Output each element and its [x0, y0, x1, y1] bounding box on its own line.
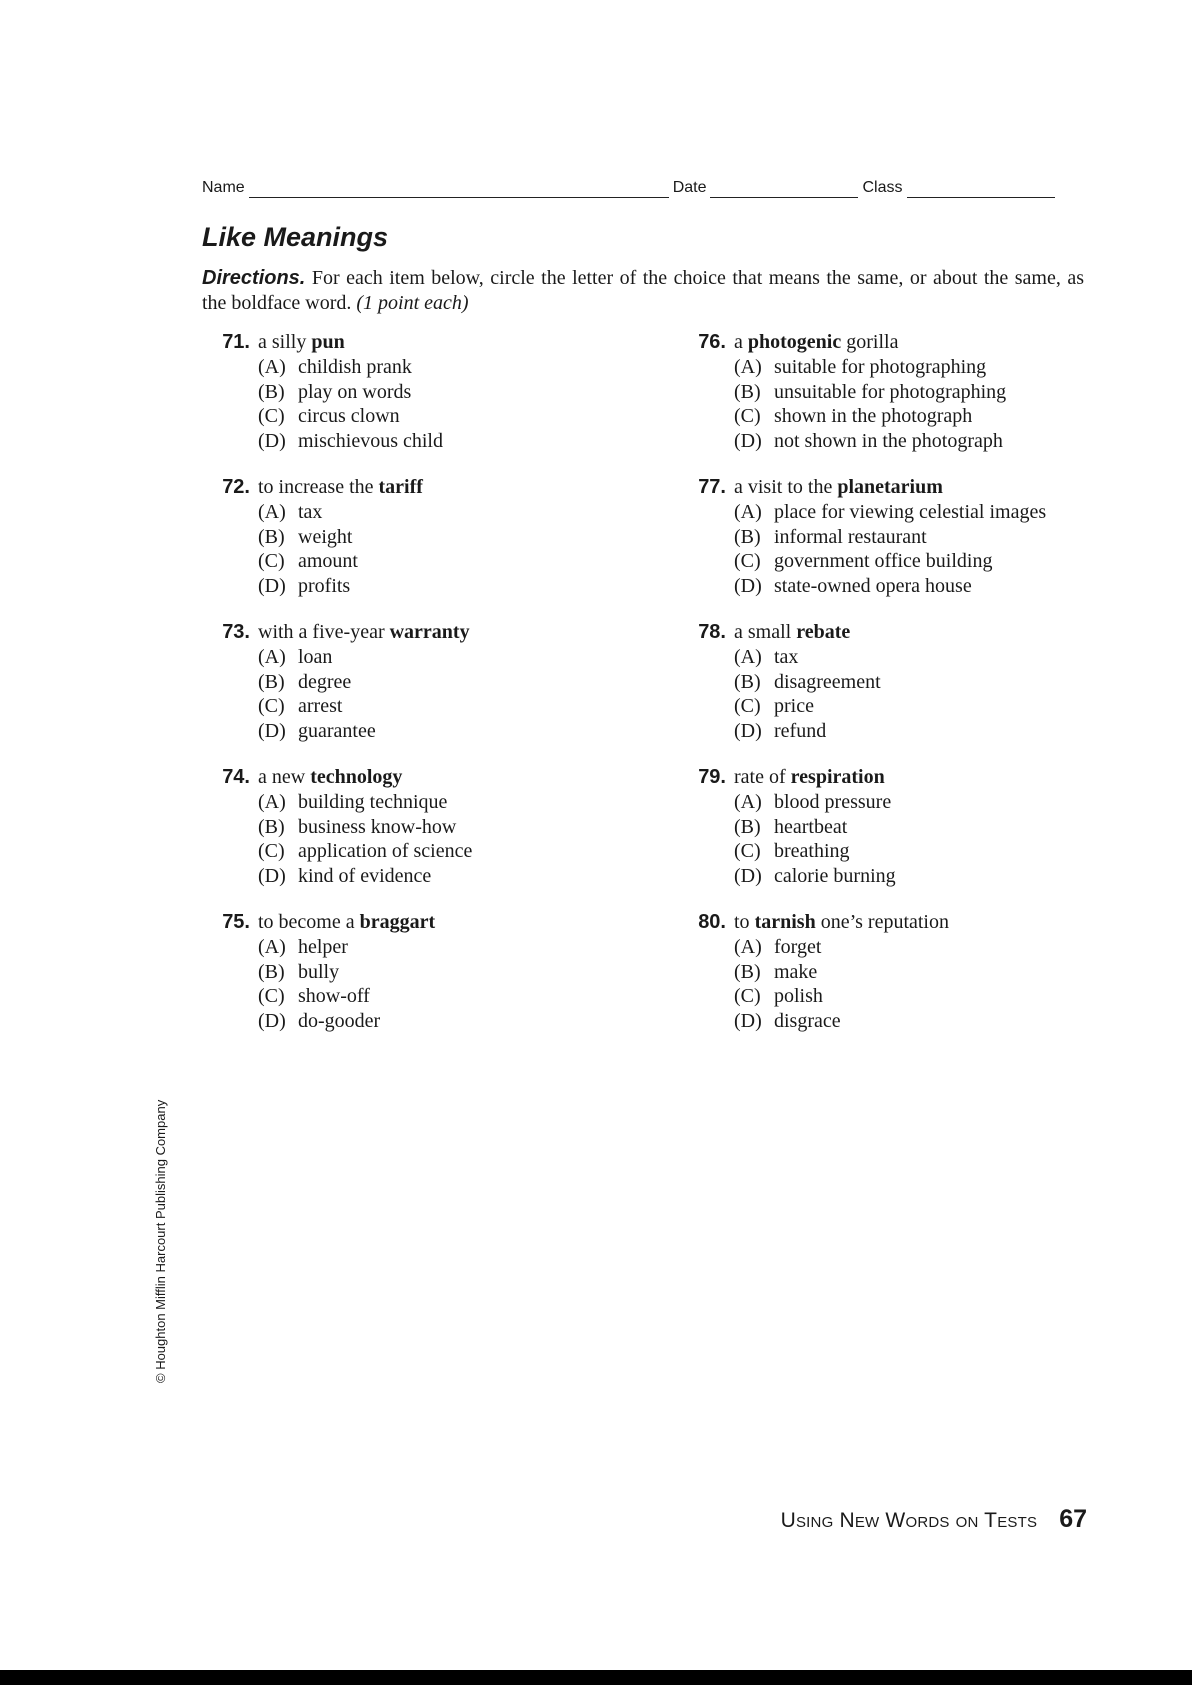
- choice-text: heartbeat: [774, 815, 848, 838]
- right-column: [678, 330, 1078, 1055]
- boldface-word: warranty: [389, 621, 470, 643]
- choice-letter[interactable]: (C): [734, 695, 761, 717]
- answer-choice[interactable]: [202, 500, 622, 525]
- stem-text-before: a: [734, 331, 748, 353]
- question-stem: [258, 475, 423, 500]
- answer-choice[interactable]: [678, 574, 1078, 599]
- choice-text: tax: [774, 646, 799, 668]
- boldface-word: braggart: [359, 911, 436, 933]
- choice-letter[interactable]: (C): [258, 405, 285, 427]
- choice-text: disagreement: [774, 670, 881, 693]
- answer-choice[interactable]: [678, 429, 1078, 454]
- answer-choice[interactable]: [678, 790, 1078, 815]
- answer-choice[interactable]: [678, 645, 1078, 670]
- answer-choice[interactable]: [202, 355, 622, 380]
- name-blank-line[interactable]: [249, 180, 669, 198]
- answer-choice[interactable]: [202, 864, 622, 889]
- answer-choice[interactable]: [202, 670, 622, 695]
- choice-text: business know-how: [298, 815, 457, 838]
- answer-choice[interactable]: [202, 719, 622, 744]
- stem-text-before: to: [734, 911, 755, 933]
- answer-choice[interactable]: [678, 525, 1078, 550]
- answer-choices: [202, 355, 622, 453]
- choice-text: childish prank: [298, 356, 412, 378]
- choice-letter[interactable]: (B): [258, 815, 285, 838]
- page-footer: [781, 1505, 1087, 1534]
- question-stem: [734, 910, 949, 935]
- choice-text: application of science: [298, 840, 473, 862]
- boldface-word: pun: [311, 331, 345, 353]
- choice-letter[interactable]: (A): [734, 356, 762, 378]
- answer-choice[interactable]: [202, 694, 622, 719]
- question-item: [678, 910, 1078, 1033]
- choice-letter[interactable]: (B): [258, 525, 285, 548]
- question-item: [202, 765, 622, 888]
- class-label: Class: [862, 179, 903, 196]
- choice-letter[interactable]: (B): [734, 670, 761, 693]
- copyright-notice: © Houghton Mifflin Harcourt Publishing Company: [153, 1099, 168, 1383]
- choice-text: degree: [298, 670, 352, 693]
- choice-text: refund: [774, 719, 827, 742]
- stem-text-before: to become a: [258, 911, 360, 933]
- question-number: 80.: [698, 911, 726, 933]
- answer-choice[interactable]: [678, 404, 1078, 429]
- answer-choice[interactable]: [678, 355, 1078, 380]
- choice-text: make: [774, 960, 818, 983]
- question-stem: [258, 910, 435, 935]
- choice-text: suitable for photographing: [774, 356, 987, 378]
- answer-choice[interactable]: [678, 864, 1078, 889]
- question-stem-row: [678, 910, 1078, 935]
- question-number: 79.: [698, 766, 726, 788]
- choice-letter[interactable]: (D): [734, 719, 762, 742]
- boldface-word: technology: [310, 766, 403, 788]
- choice-letter[interactable]: (D): [258, 719, 286, 742]
- answer-choices: [678, 645, 1078, 743]
- boldface-word: photogenic: [747, 331, 842, 353]
- choice-letter[interactable]: (A): [258, 356, 286, 378]
- header-fields: [202, 174, 1074, 198]
- question-stem: [734, 475, 943, 500]
- question-number: 76.: [698, 331, 726, 353]
- running-title: Using New Words on Tests: [780, 1509, 1038, 1532]
- stem-text-before: to increase the: [258, 476, 379, 498]
- choice-letter[interactable]: (A): [734, 936, 762, 958]
- stem-text-before: with a five-year: [258, 621, 390, 643]
- answer-choice[interactable]: [202, 404, 622, 429]
- choice-text: price: [774, 695, 814, 717]
- choice-letter[interactable]: (C): [258, 840, 285, 862]
- directions-points: (1 point each): [356, 292, 469, 314]
- answer-choice[interactable]: [678, 815, 1078, 840]
- stem-text-before: a small: [734, 621, 797, 643]
- question-number: 71.: [222, 331, 250, 353]
- choice-text: polish: [774, 985, 823, 1007]
- choice-text: arrest: [298, 695, 343, 717]
- choice-text: tax: [298, 501, 323, 523]
- stem-text-before: rate of: [734, 766, 791, 788]
- question-item: [678, 765, 1078, 888]
- choice-letter[interactable]: (C): [258, 550, 285, 572]
- choice-letter[interactable]: (B): [734, 380, 761, 403]
- answer-choices: [678, 790, 1078, 888]
- choice-letter[interactable]: (B): [734, 960, 761, 983]
- choice-text: unsuitable for photographing: [774, 380, 1007, 403]
- choice-letter[interactable]: (C): [734, 405, 761, 427]
- answer-choice[interactable]: [202, 815, 622, 840]
- question-item: [202, 330, 622, 453]
- question-item: [202, 910, 622, 1033]
- answer-choice[interactable]: [678, 694, 1078, 719]
- choice-letter[interactable]: (A): [734, 791, 762, 813]
- choice-text: breathing: [774, 840, 850, 862]
- answer-choices: [202, 935, 622, 1033]
- answer-choice[interactable]: [202, 960, 622, 985]
- answer-choice[interactable]: [202, 380, 622, 405]
- answer-choice[interactable]: [202, 574, 622, 599]
- question-stem-row: [678, 765, 1078, 790]
- choice-letter[interactable]: (D): [258, 574, 286, 597]
- answer-choices: [678, 355, 1078, 453]
- answer-choice[interactable]: [678, 960, 1078, 985]
- choice-text: government office building: [774, 550, 993, 572]
- name-label: Name: [202, 179, 245, 196]
- answer-choice[interactable]: [202, 1009, 622, 1034]
- question-stem-row: [202, 765, 622, 790]
- choice-letter[interactable]: (A): [258, 646, 286, 668]
- choice-letter[interactable]: (C): [734, 550, 761, 572]
- choice-letter[interactable]: (C): [258, 695, 285, 717]
- choice-letter[interactable]: (D): [734, 1009, 762, 1032]
- question-number: 78.: [698, 621, 726, 643]
- choice-letter[interactable]: (D): [258, 429, 286, 452]
- question-stem-row: [202, 475, 622, 500]
- choice-letter[interactable]: (B): [734, 815, 761, 838]
- bottom-border: [0, 1670, 1192, 1685]
- choice-text: kind of evidence: [298, 864, 432, 887]
- boldface-word: respiration: [790, 766, 885, 788]
- answer-choice[interactable]: [202, 645, 622, 670]
- choice-text: calorie burning: [774, 864, 896, 887]
- date-label: Date: [672, 179, 707, 196]
- choice-letter[interactable]: (C): [258, 985, 285, 1007]
- choice-letter[interactable]: (A): [258, 501, 286, 523]
- answer-choice[interactable]: [678, 670, 1078, 695]
- choice-letter[interactable]: (D): [258, 864, 286, 887]
- answer-choice[interactable]: [678, 935, 1078, 960]
- question-stem-row: [678, 620, 1078, 645]
- choice-letter[interactable]: (A): [258, 791, 286, 813]
- question-number: 75.: [222, 911, 250, 933]
- page-title: Like Meanings: [202, 222, 389, 252]
- answer-choices: [678, 500, 1078, 598]
- question-item: [202, 475, 622, 598]
- page-number: 67: [1059, 1505, 1087, 1533]
- question-item: [202, 620, 622, 743]
- choice-text: place for viewing celestial images: [774, 501, 1047, 523]
- answer-choice[interactable]: [202, 549, 622, 574]
- answer-choice[interactable]: [202, 525, 622, 550]
- boldface-word: planetarium: [837, 476, 943, 498]
- choice-text: bully: [298, 960, 340, 983]
- question-stem-row: [202, 330, 622, 355]
- answer-choice[interactable]: [678, 984, 1078, 1009]
- choice-text: loan: [298, 646, 333, 668]
- stem-text-after: one’s reputation: [815, 911, 949, 933]
- question-stem: [734, 765, 885, 790]
- directions: [202, 266, 1084, 316]
- choice-letter[interactable]: (B): [734, 525, 761, 548]
- question-stem-row: [202, 910, 622, 935]
- choice-text: informal restaurant: [774, 525, 927, 548]
- boldface-word: rebate: [796, 621, 851, 643]
- question-stem-row: [678, 330, 1078, 355]
- answer-choice[interactable]: [202, 429, 622, 454]
- choice-text: helper: [298, 936, 348, 958]
- answer-choice[interactable]: [678, 549, 1078, 574]
- choice-text: shown in the photograph: [774, 405, 973, 427]
- question-item: [678, 620, 1078, 743]
- choice-letter[interactable]: (B): [258, 380, 285, 403]
- choice-letter[interactable]: (D): [734, 574, 762, 597]
- boldface-word: tarnish: [754, 911, 816, 933]
- question-stem-row: [202, 620, 622, 645]
- stem-text-before: a new: [258, 766, 311, 788]
- stem-text-before: a silly: [258, 331, 312, 353]
- choice-letter[interactable]: (D): [734, 429, 762, 452]
- left-column: [202, 330, 622, 1055]
- choice-text: building technique: [298, 791, 448, 813]
- answer-choice[interactable]: [202, 935, 622, 960]
- question-stem: [734, 620, 850, 645]
- choice-text: disgrace: [774, 1009, 841, 1032]
- choice-text: mischievous child: [298, 429, 443, 452]
- choice-letter[interactable]: (A): [734, 501, 762, 523]
- choice-text: forget: [774, 936, 822, 958]
- choice-text: circus clown: [298, 405, 400, 427]
- question-number: 77.: [698, 476, 726, 498]
- class-blank-line[interactable]: [907, 180, 1055, 198]
- boldface-word: tariff: [378, 476, 423, 498]
- answer-choice[interactable]: [202, 984, 622, 1009]
- question-number: 72.: [222, 476, 250, 498]
- choice-text: state-owned opera house: [774, 574, 972, 597]
- choice-text: amount: [298, 550, 358, 572]
- choice-letter[interactable]: (B): [258, 670, 285, 693]
- question-stem: [258, 330, 345, 355]
- answer-choice[interactable]: [678, 839, 1078, 864]
- choice-letter[interactable]: (D): [734, 864, 762, 887]
- answer-choices: [202, 645, 622, 743]
- answer-choice[interactable]: [678, 380, 1078, 405]
- choice-letter[interactable]: (C): [734, 985, 761, 1007]
- stem-text-after: gorilla: [841, 331, 899, 353]
- question-stem-row: [678, 475, 1078, 500]
- question-stem: [258, 765, 402, 790]
- answer-choices: [202, 500, 622, 598]
- directions-label: Directions.: [202, 267, 306, 289]
- choice-text: do-gooder: [298, 1009, 381, 1032]
- answer-choice[interactable]: [202, 839, 622, 864]
- answer-choice[interactable]: [202, 790, 622, 815]
- question-item: [678, 330, 1078, 453]
- question-stem: [734, 330, 898, 355]
- question-number: 73.: [222, 621, 250, 643]
- question-item: [678, 475, 1078, 598]
- choice-text: play on words: [298, 380, 412, 403]
- directions-text: For each item below, circle the letter of the choice that means the same, or about the same, as the boldface word.: [202, 267, 1085, 314]
- choice-letter[interactable]: (A): [258, 936, 286, 958]
- choice-letter[interactable]: (C): [734, 840, 761, 862]
- answer-choice[interactable]: [678, 1009, 1078, 1034]
- answer-choices: [678, 935, 1078, 1033]
- choice-text: weight: [298, 525, 353, 548]
- answer-choice[interactable]: [678, 719, 1078, 744]
- question-number: 74.: [222, 766, 250, 788]
- choice-text: show-off: [298, 985, 370, 1007]
- choice-text: guarantee: [298, 719, 376, 742]
- question-stem: [258, 620, 470, 645]
- choice-letter[interactable]: (D): [258, 1009, 286, 1032]
- choice-letter[interactable]: (B): [258, 960, 285, 983]
- answer-choice[interactable]: [678, 500, 1078, 525]
- choice-text: profits: [298, 574, 351, 597]
- stem-text-before: a visit to the: [734, 476, 838, 498]
- choice-text: not shown in the photograph: [774, 429, 1003, 452]
- date-blank-line[interactable]: [710, 180, 858, 198]
- answer-choices: [202, 790, 622, 888]
- choice-letter[interactable]: (A): [734, 646, 762, 668]
- choice-text: blood pressure: [774, 791, 892, 813]
